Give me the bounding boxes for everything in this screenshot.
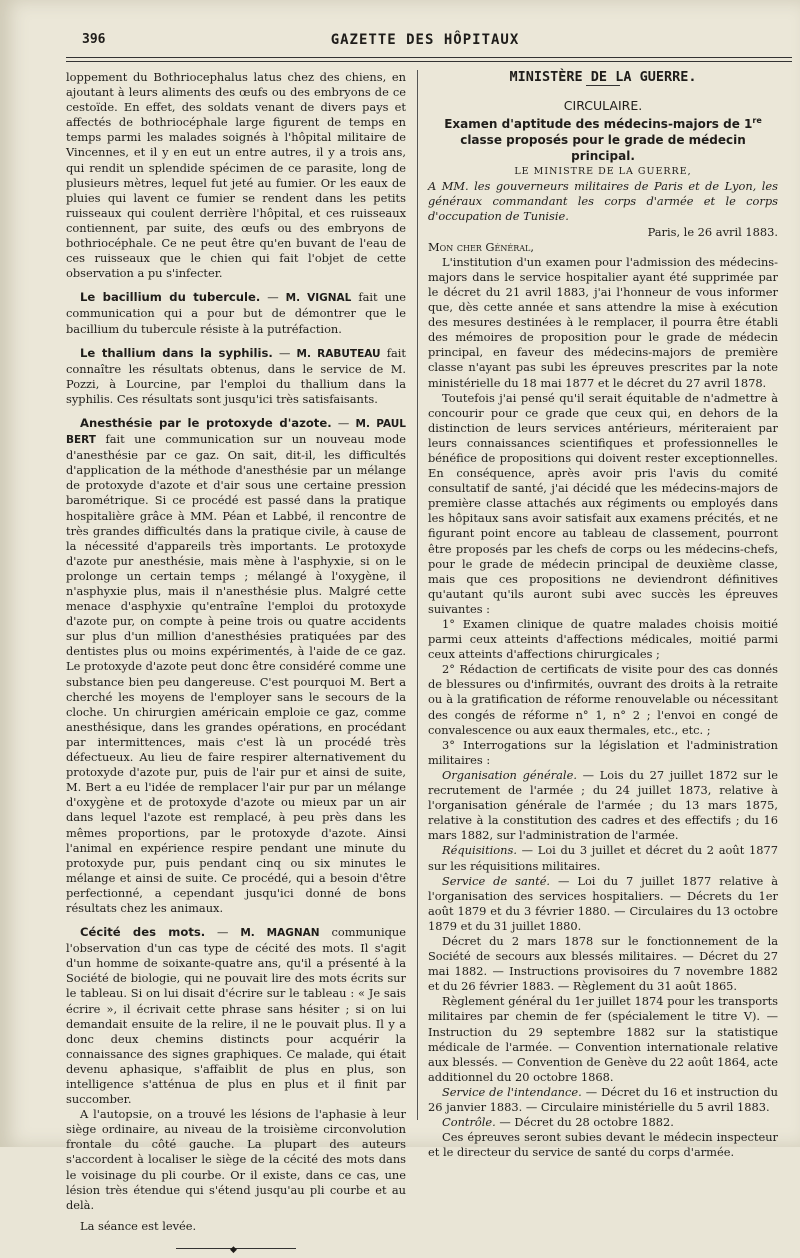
section-title: Le bacillium du tubercule. xyxy=(80,290,261,305)
dash: — xyxy=(272,345,297,360)
list-item-certificates: 2° Rédaction de certificats de visite pour des cas donnés de blessures ou d'infirmités, ouvrant des droits à la retraite ou à la gratification de réforme renouvelable ou nécessitant des congés de réforme n° 1, n° 2 ; l'envoi en congé de convalescence ou aux eaux thermales, etc., etc. ; xyxy=(428,662,778,737)
right-column xyxy=(428,70,778,1160)
topic-text: — Loi du 3 juillet et décret du 2 août 1877 sur les réquisitions militaires. xyxy=(428,843,778,873)
addressee: A MM. les gouverneurs militaires de Paris et de Lyon, les généraux commandant les corps d'armée et le corps d'occupation de Tunisie. xyxy=(428,179,778,224)
circular-heading: CIRCULAIRE. xyxy=(563,98,643,114)
section-text: communique l'observation d'un cas type de cécité des mots. Il s'agit d'un homme de soixante-quatre ans, qu'il a présenté à la Société de biologie, qui ne pouvait lire des mots écrits sur le tableau. Si on lui disait d'écrire sur le tableau : « Je sais écrire », il écrivait cette phrase sans hésiter ; si on lui demandait ensuite de la relire, il ne le pouvait plus. Il y a donc deux chemins distincts pour acquérir la connaissance des signes graphiques. Ce malade, qui était devenu aphasique, s'affaiblit de plus en plus, son intelligence s'atténua de plus en plus et il finit par succomber. xyxy=(66,925,406,1107)
header-rule-top xyxy=(66,57,792,58)
header-rule-bottom xyxy=(66,61,792,62)
paragraph-final: Ces épreuves seront subies devant le médecin inspecteur et le directeur du service de santé du corps d'armée. xyxy=(428,1130,778,1160)
section-text: fait une communication qui a pour but de démontrer que le bacillium du tubercule résiste à la putréfaction. xyxy=(66,290,406,336)
section-author: M. RABUTEAU xyxy=(296,347,381,360)
page-number: 396 xyxy=(82,32,106,47)
end-ornament-rule xyxy=(176,1244,296,1255)
topic-intendance xyxy=(428,1085,778,1115)
ornament-icon: ◆ xyxy=(230,1244,237,1255)
section-thallium xyxy=(66,346,406,407)
paragraph-institution: L'institution d'un examen pour l'admission des médecins-majors dans le service hospitalier ayant été supprimée par le décret du 21 avril 1883, j'ai l'honneur de vous informer que, dès cette année et sans attendre la mise à exécution des mesures destinées à le remplacer, il pourra être établi des mémoires de proposition pour le grade de médecin principal, en faveur des médecins-majors de première classe n'ayant pas subi les épreuves prescrites par la note ministérielle du 18 mai 1877 et le décret du 27 avril 1878. xyxy=(428,254,778,390)
dash: — xyxy=(205,925,241,940)
heading-rule xyxy=(586,85,620,86)
topic-label: Organisation générale. xyxy=(442,767,577,782)
page-header xyxy=(60,30,790,52)
paragraph-bothriocephalus: loppement du Bothriocephalus latus chez des chiens, en ajoutant à leurs aliments des œufs ou des embryons de ce cestoïde. En effet, des soldats venant de divers pays et affectés de bothriocéphale large figurent de temps en temps parmi les malades soignés à l'hôpital militaire de Vincennes, et il y en eut un entre autres, il y a trois ans, qui rendit un splendide spécimen de ce parasite, long de plusieurs mètres, lequel fut jeté au fumier. Or les eaux de pluies qui lavent ce fumier se rendent dans les petits ruisseaux qui coulent derrière l'hôpital, et ces ruisseaux contiennent, par suite, des œufs ou des embryons de bothriocéphale. Ce ne peut être qu'en buvant de l'eau de ces ruisseaux que le chien qui fait l'objet de cette observation a pu s'infecter. xyxy=(66,70,406,281)
paragraph-toutefois: Toutefois j'ai pensé qu'il serait équitable de n'admettre à concourir pour ce grade que ceux qui, en dehors de la distinction de leurs services antérieurs, mériteraient par leurs connaissances scientifiques et professionnelles le bénéfice de propositions qui doivent rester exceptionnelles. En conséquence, après avoir pris l'avis du comité consultatif de santé, j'ai décidé que les médecins-majors de première classe attachés aux régiments ou employés dans les hôpitaux sans avoir satisfait aux examens précités, et ne figurant point encore au tableau de classement, pourront être proposés par les chefs de corps ou les médecins-chefs, pour le grade de médecin principal de deuxième classe, mais que ces propositions ne deviendront définitives qu'autant qu'ils auront subi avec succès les épreuves suivantes : xyxy=(428,390,778,616)
exam-title-part: classe proposés pour le grade de médecin principal. xyxy=(460,133,746,164)
column-divider xyxy=(417,70,418,1120)
topic-label: Contrôle. xyxy=(442,1115,496,1130)
ministry-heading: MINISTÈRE DE LA GUERRE. xyxy=(509,69,697,85)
topic-text: — Loi du 7 juillet 1877 relative à l'organisation des services hospitaliers. — Décrets du 1er août 1879 et du 3 février 1880. — Circulaires du 13 octobre 1879 et du 31 juillet 1880. xyxy=(428,873,778,933)
section-author: M. PAUL BERT xyxy=(66,417,406,447)
section-word-blindness xyxy=(66,925,406,1107)
list-item-interrogations: 3° Interrogations sur la législation et l'administration militaires : xyxy=(428,737,778,767)
section-title: Anesthésie par le protoxyde d'azote. xyxy=(80,415,332,430)
salutation: Mon cher Général, xyxy=(428,239,534,254)
exam-title xyxy=(428,113,778,164)
topic-text: — Décret du 16 et instruction du 26 janvier 1883. — Circulaire ministérielle du 5 avril 1883. xyxy=(428,1084,778,1114)
section-author: M. VIGNAL xyxy=(285,292,352,305)
paragraph-autopsy: A l'autopsie, on a trouvé les lésions de l'aphasie à leur siège ordinaire, au niveau de la troisième circonvolution frontale du côté gauche. La plupart des auteurs s'accordent à localiser le siège de la cécité des mots dans le voisinage du pli courbe. Or il existe, dans ce cas, une lésion très étendue qui s'étend jusqu'au pli courbe et au delà. xyxy=(66,1107,406,1212)
topic-requisitions xyxy=(428,843,778,873)
exam-title-part: Examen d'aptitude des médecins-majors de 1 xyxy=(444,117,753,132)
exam-title-sup: re xyxy=(752,116,762,126)
left-column xyxy=(66,70,406,1255)
dash: — xyxy=(331,415,356,430)
topic-organisation xyxy=(428,768,778,843)
section-tubercle-bacillus xyxy=(66,290,406,336)
section-title: Le thallium dans la syphilis. xyxy=(80,345,273,360)
topic-service-sante xyxy=(428,874,778,934)
closing-line: La séance est levée. xyxy=(80,1218,197,1233)
section-title: Cécité des mots. xyxy=(80,925,206,940)
list-item-clinical-exam: 1° Examen clinique de quatre malades choisis moitié parmi ceux atteints d'affections médicales, moitié parmi ceux atteints d'affections chirurgicales ; xyxy=(428,617,778,662)
topic-label: Réquisitions. xyxy=(442,843,517,858)
minister-line: LE MINISTRE DE LA GUERRE, xyxy=(514,166,692,178)
section-anesthesia xyxy=(66,416,406,916)
topic-controle xyxy=(428,1115,778,1130)
section-text: fait connaître les résultats obtenus, dans le service de M. Pozzi, à Lourcine, par l'emploi du thallium dans la syphilis. Ces résultats sont jusqu'ici très satisfaisants. xyxy=(66,345,406,406)
paragraph-decret: Décret du 2 mars 1878 sur le fonctionnement de la Société de secours aux blessés militaires. — Décret du 27 mai 1882. — Instructions provisoires du 7 novembre 1882 et du 26 février 1883. — Règlement du 31 août 1865. xyxy=(428,933,778,994)
topic-label: Service de santé. xyxy=(442,873,551,888)
section-text: fait une communication sur un nouveau mode d'anesthésie par ce gaz. On sait, dit-il, les difficultés d'application de la méthode d'anesthésie par un mélange de protoxyde d'azote et d'air sous une certaine pression barométrique. Si ce procédé est passé dans la pratique hospitalière grâce à MM. Péan et Labbé, il rencontre de très grandes difficultés dans la pratique civile, à cause de la nécessité d'appareils très importants. Le protoxyde d'azote pur anesthésie, mais mène à l'asphyxie, si on le prolonge un certain temps ; mélangé à l'oxygène, il n'asphyxie plus, mais il n'anesthésie plus. Malgré cette menace d'asphyxie qu'entraîne l'emploi du protoxyde d'azote pur, on compte à peine trois ou quatre accidents sur plus d'un million d'anesthésies pratiquées par des dentistes plus ou moins expérimentés, à l'aide de ce gaz. Le protoxyde d'azote peut donc être considéré comme une substance bien peu dangereuse. C'est pourquoi M. Bert a cherché les moyens de l'employer sans le secours de la cloche. Un chirurgien américain emploie ce gaz, comme anesthésique, dans les grandes opérations, en procédant par intermittences, mais c'est là un procédé très défectueux. Au lieu de faire respirer alternativement du protoxyde d'azote pur, puis de l'air pur et ainsi de suite, M. Bert a eu l'idée de remplacer l'air pur par un mélange d'oxygène et de protoxyde d'azote ou mieux par un air dans lequel l'azote est remplacé, à peu près dans les mêmes proportions, par le protoxyde d'azote. Ainsi l'animal en expérience respire pendant une minute du protoxyde pur, puis pendant cinq ou six minutes le mélange et ainsi de suite. Ce procédé, qui a besoin d'être perfectionné, a cependant jusqu'ici donné de bons résultats chez les animaux. xyxy=(66,432,406,915)
topic-text: — Lois du 27 juillet 1872 sur le recrutement de l'armée ; du 24 juillet 1873, relative à l'organisation générale de l'armée ; du 13 mars 1875, relative à la constitution des cadres et des effectifs ; du 16 mars 1882, sur l'administration de l'armée. xyxy=(428,767,778,843)
topic-label: Service de l'intendance. xyxy=(442,1084,582,1099)
paragraph-reglement: Règlement général du 1er juillet 1874 pour les transports militaires par chemin de fer (spécialement le titre V). — Instruction du 29 septembre 1882 sur la statistique médicale de l'armée. — Convention internationale relative aux blessés. — Convention de Genève du 22 août 1864, acte additionnel du 20 octobre 1868. xyxy=(428,994,778,1084)
letter-date: Paris, le 26 avril 1883. xyxy=(647,224,778,239)
section-author: M. MAGNAN xyxy=(240,927,320,940)
dash: — xyxy=(260,290,286,305)
journal-title: GAZETTE DES HÔPITAUX xyxy=(330,32,520,48)
topic-text: — Décret du 28 octobre 1882. xyxy=(495,1115,674,1130)
